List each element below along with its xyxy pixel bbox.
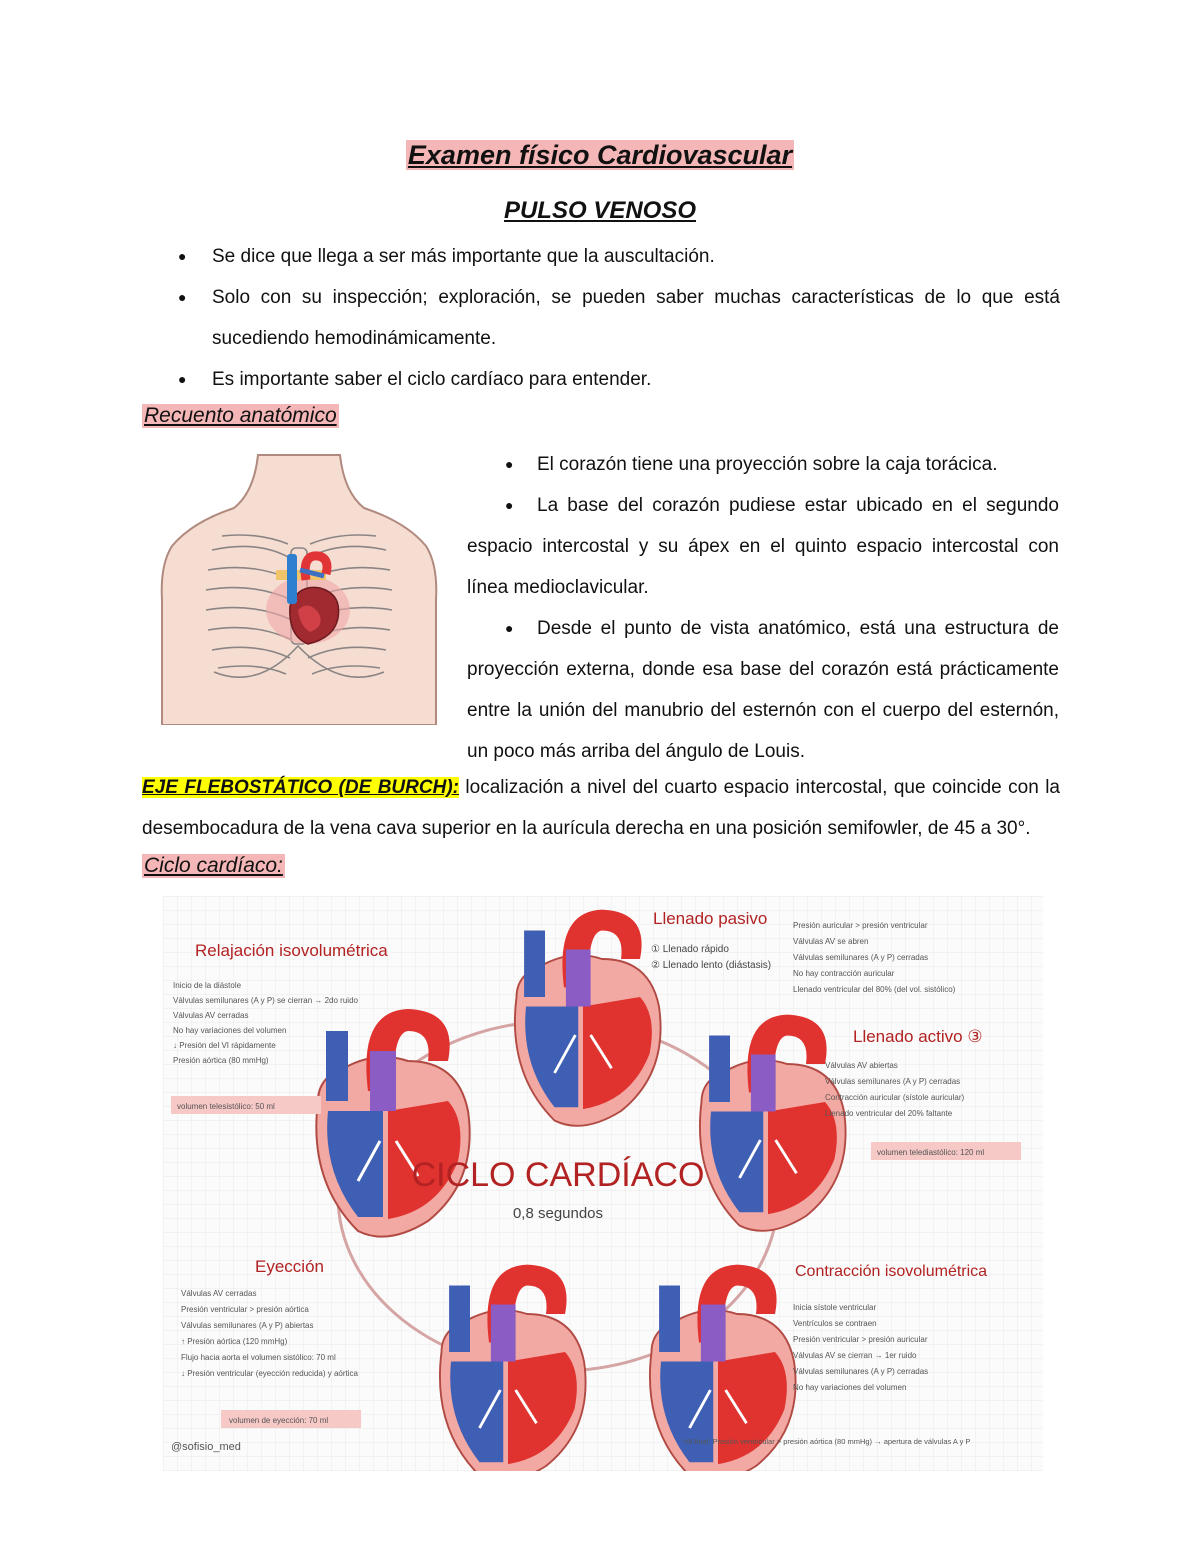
phase-note: volumen telesistólico: 50 ml xyxy=(177,1102,275,1111)
phase-item: Válvulas AV se cierran → 1er ruido xyxy=(793,1351,917,1360)
list-item: ● Se dice que llega a ser más importante que la auscultación. xyxy=(170,236,1060,277)
phase-item: Válvulas AV cerradas xyxy=(173,1011,249,1020)
phase-title: Eyección xyxy=(255,1257,324,1276)
eje-flebostatico-text: localización a nivel del cuarto espacio intercostal, que coincide con la desembocadura de la vena cava superior en la aurícula derecha en una posición semifowler, de 45 a 30°. xyxy=(142,777,1061,839)
list-item: ● La base del corazón pudiese estar ubicado en el segundo espacio intercostal y su ápex en el quinto espacio intercostal con línea medioclavicular. xyxy=(467,485,1059,608)
phase-item: Válvulas semilunares (A y P) cerradas xyxy=(793,953,929,962)
phase-item: Contracción auricular (sístole auricular) xyxy=(825,1093,965,1102)
cardiac-cycle-infographic xyxy=(163,896,1043,1471)
heart-llenado-pasivo xyxy=(515,910,661,1126)
phase-item: Válvulas semilunares (A y P) se cierran → 2do ruido xyxy=(173,996,358,1005)
phase-subitem: ② Llenado lento (diástasis) xyxy=(651,960,772,971)
heart-eyeccion xyxy=(440,1265,586,1471)
ciclo-heading: Ciclo cardíaco: xyxy=(144,854,283,877)
cycle-center-subtitle: 0,8 segundos xyxy=(512,1205,604,1222)
phase-title: Llenado activo ③ xyxy=(853,1027,983,1046)
phase-item: No hay variaciones del volumen xyxy=(793,1383,907,1392)
phase-item: Válvulas semilunares (A y P) abiertas xyxy=(181,1321,314,1330)
phase-footnote: *Al final: Presión ventricular > presión aórtica (80 mmHg) → apertura de válvulas A y P xyxy=(683,1437,971,1446)
phase-item: No hay contracción auricular xyxy=(793,969,895,978)
list-item: ● Solo con su inspección; exploración, se pueden saber muchas características de lo que está sucediendo hemodinámicamente. xyxy=(170,277,1060,359)
credit-handle: @sofisio_med xyxy=(171,1441,241,1453)
list-item: ● El corazón tiene una proyección sobre la caja torácica. xyxy=(467,444,1059,485)
phase-item: Presión auricular > presión ventricular xyxy=(793,921,928,930)
thorax-heart-illustration xyxy=(158,450,440,725)
cycle-center-title: CICLO CARDÍACO xyxy=(411,1156,705,1194)
phase-item: Válvulas AV abiertas xyxy=(825,1061,898,1070)
phase-item: ↑ Presión aórtica (120 mmHg) xyxy=(181,1337,288,1346)
phase-subitem: ① Llenado rápido xyxy=(651,944,729,955)
phase-item: Inicio de la diástole xyxy=(173,981,242,990)
phase-title: Contracción isovolumétrica xyxy=(795,1263,988,1280)
phase-item: Inicia sístole ventricular xyxy=(793,1303,877,1312)
phase-item: Presión ventricular > presión aórtica xyxy=(181,1305,309,1314)
list-item: ● Desde el punto de vista anatómico, está una estructura de proyección externa, donde esa base del corazón está prácticamente entre la unión del manubrio del esternón con el cuerpo del esternón, un poco más arriba del ángulo de Louis. xyxy=(467,608,1059,772)
phase-item: Presión aórtica (80 mmHg) xyxy=(173,1056,269,1065)
intro-bullet-list xyxy=(170,236,1060,400)
phase-item: Válvulas AV se abren xyxy=(793,937,869,946)
phase-item: Válvulas AV cerradas xyxy=(181,1289,257,1298)
phase-item: No hay variaciones del volumen xyxy=(173,1026,287,1035)
phase-note: volumen de eyección: 70 ml xyxy=(229,1416,329,1425)
phase-item: ↓ Presión ventricular (eyección reducida) y aórtica xyxy=(181,1369,358,1378)
phase-note: volumen telediastólico: 120 ml xyxy=(877,1148,985,1157)
phase-item: Ventrículos se contraen xyxy=(793,1319,877,1328)
list-item: ● Es importante saber el ciclo cardíaco para entender. xyxy=(170,359,1060,400)
phase-item: Válvulas semilunares (A y P) cerradas xyxy=(793,1367,929,1376)
recuento-bullet-list xyxy=(467,444,1059,772)
phase-title: Llenado pasivo xyxy=(653,909,768,928)
heart-llenado-activo xyxy=(700,1015,846,1231)
page-subtitle: PULSO VENOSO xyxy=(503,197,697,224)
phase-item: Llenado ventricular del 80% (del vol. sistólico) xyxy=(793,985,956,994)
heart-relajacion xyxy=(316,1009,469,1237)
phase-item: Válvulas semilunares (A y P) cerradas xyxy=(825,1077,961,1086)
phase-item: Presión ventricular > presión auricular xyxy=(793,1335,928,1344)
eje-flebostatico-label: EJE FLEBOSTÁTICO (DE BURCH): xyxy=(142,777,459,798)
eje-flebostatico-paragraph xyxy=(142,767,1060,849)
phase-item: ↓ Presión del VI rápidamente xyxy=(173,1041,276,1050)
phase-item: Flujo hacia aorta el volumen sistólico: 70 ml xyxy=(181,1353,336,1362)
page-title: Examen físico Cardiovascular xyxy=(407,140,793,170)
recuento-heading: Recuento anatómico xyxy=(144,404,337,427)
phase-item: Llenado ventricular del 20% faltante xyxy=(825,1109,953,1118)
phase-title: Relajación isovolumétrica xyxy=(195,941,388,960)
